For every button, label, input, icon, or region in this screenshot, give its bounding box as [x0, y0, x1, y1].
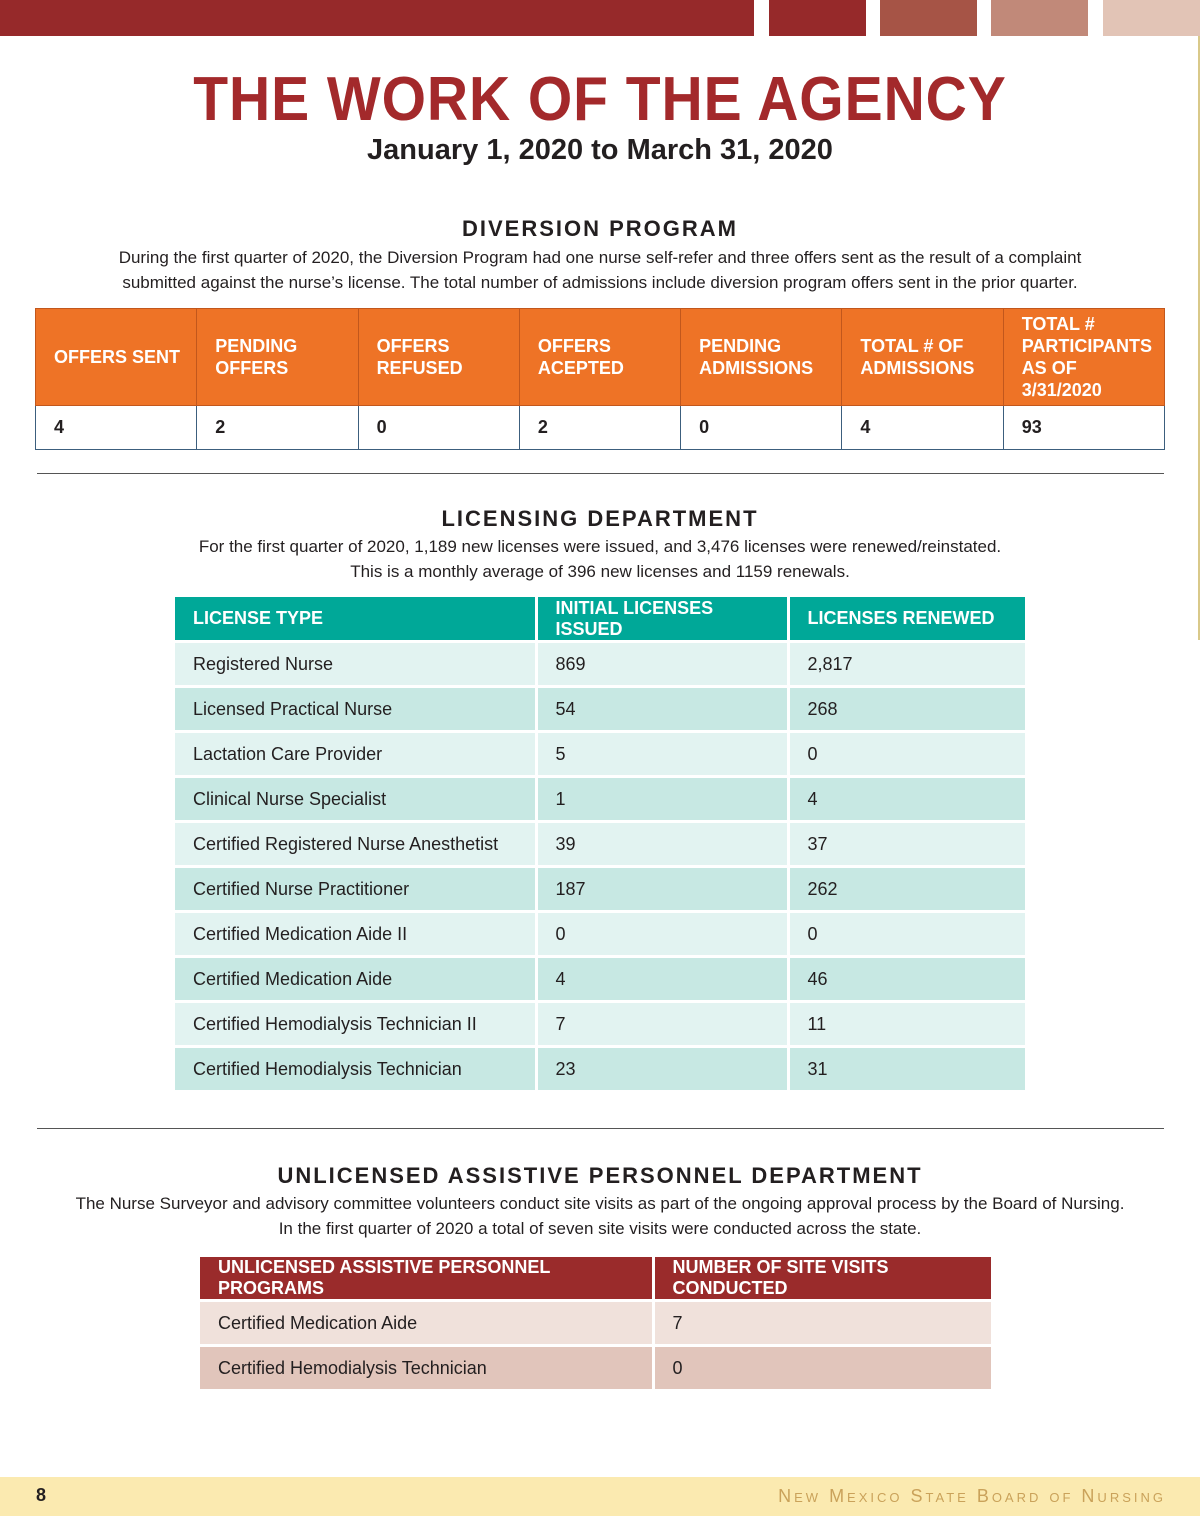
licensing-col-header: LICENSE TYPE [175, 597, 536, 642]
uap-header-row [200, 1257, 991, 1301]
diversion-col-header: OFFERS ACEPTED [519, 309, 680, 406]
licensing-header-row [175, 597, 1025, 642]
renewed-cell: 268 [788, 687, 1025, 732]
licensing-description-line: For the first quarter of 2020, 1,189 new licenses were issued, and 3,476 licenses were renewed/reinstated. [198, 537, 1002, 556]
section-divider [37, 1128, 1164, 1129]
uap-col-header: NUMBER OF SITE VISITS CONDUCTED [653, 1257, 991, 1301]
diversion-value-cell: 0 [681, 406, 842, 450]
uap-program-cell: Certified Medication Aide [200, 1301, 653, 1346]
renewed-cell: 262 [788, 867, 1025, 912]
uap-col-header: UNLICENSED ASSISTIVE PERSONNEL PROGRAMS [200, 1257, 653, 1301]
diversion-description-line: During the first quarter of 2020, the Diversion Program had one nurse self-refer and three offers sent as the result of a complaint [118, 248, 1082, 267]
uap-description [20, 1191, 1180, 1241]
diversion-value-cell: 4 [36, 406, 197, 450]
license-type-cell: Certified Medication Aide [175, 957, 536, 1002]
footer-organization: New Mexico State Board of Nursing [778, 1486, 1166, 1506]
diversion-heading: DIVERSION PROGRAM [461, 216, 739, 241]
diversion-col-header: TOTAL # PARTICIPANTS AS OF 3/31/2020 [1003, 309, 1164, 406]
uap-table [200, 1257, 991, 1389]
uap-description-line: In the first quarter of 2020 a total of seven site visits were conducted across the state. [278, 1219, 922, 1238]
diversion-value-cell: 0 [358, 406, 519, 450]
renewed-cell: 11 [788, 1002, 1025, 1047]
table-row [175, 732, 1025, 777]
table-row [175, 912, 1025, 957]
uap-visits-cell: 0 [653, 1346, 991, 1390]
table-row [175, 867, 1025, 912]
diversion-description [40, 245, 1160, 295]
renewed-cell: 37 [788, 822, 1025, 867]
table-row [175, 1047, 1025, 1091]
license-type-cell: Certified Hemodialysis Technician II [175, 1002, 536, 1047]
diversion-description-line: submitted against the nurse’s license. The total number of admissions include diversion program offers sent in the prior quarter. [122, 273, 1078, 292]
license-type-cell: Lactation Care Provider [175, 732, 536, 777]
license-type-cell: Clinical Nurse Specialist [175, 777, 536, 822]
license-type-cell: Certified Medication Aide II [175, 912, 536, 957]
initial-issued-cell: 187 [536, 867, 788, 912]
licensing-col-header: INITIAL LICENSES ISSUED [536, 597, 788, 642]
top-accent-block [991, 0, 1088, 36]
diversion-value-row [36, 406, 1165, 450]
licensing-description [40, 534, 1160, 584]
table-row [175, 687, 1025, 732]
date-range: January 1, 2020 to March 31, 2020 [367, 134, 833, 166]
diversion-header-row [36, 309, 1165, 406]
section-divider [37, 473, 1164, 474]
diversion-value-cell: 93 [1003, 406, 1164, 450]
renewed-cell: 4 [788, 777, 1025, 822]
license-type-cell: Registered Nurse [175, 642, 536, 687]
initial-issued-cell: 54 [536, 687, 788, 732]
table-row [175, 642, 1025, 687]
uap-program-cell: Certified Hemodialysis Technician [200, 1346, 653, 1390]
top-accent-block [769, 0, 866, 36]
diversion-col-header: PENDING ADMISSIONS [681, 309, 842, 406]
initial-issued-cell: 869 [536, 642, 788, 687]
diversion-value-cell: 2 [197, 406, 358, 450]
license-type-cell: Certified Nurse Practitioner [175, 867, 536, 912]
license-type-cell: Certified Hemodialysis Technician [175, 1047, 536, 1091]
licensing-description-line: This is a monthly average of 396 new licenses and 1159 renewals. [350, 562, 850, 581]
table-row [175, 957, 1025, 1002]
page-title: THE WORK OF THE AGENCY [193, 65, 1007, 134]
top-accent-block [1103, 0, 1200, 36]
table-row [175, 777, 1025, 822]
initial-issued-cell: 7 [536, 1002, 788, 1047]
renewed-cell: 0 [788, 912, 1025, 957]
licensing-table [175, 597, 1025, 1090]
diversion-col-header: TOTAL # OF ADMISSIONS [842, 309, 1003, 406]
licensing-heading: LICENSING DEPARTMENT [441, 506, 759, 531]
license-type-cell: Certified Registered Nurse Anesthetist [175, 822, 536, 867]
initial-issued-cell: 4 [536, 957, 788, 1002]
diversion-col-header: PENDING OFFERS [197, 309, 358, 406]
initial-issued-cell: 39 [536, 822, 788, 867]
diversion-value-cell: 2 [519, 406, 680, 450]
uap-heading: UNLICENSED ASSISTIVE PERSONNEL DEPARTMENT [277, 1163, 923, 1188]
renewed-cell: 0 [788, 732, 1025, 777]
page-number: 8 [36, 1485, 47, 1505]
top-accent-bar [0, 0, 754, 36]
renewed-cell: 2,817 [788, 642, 1025, 687]
diversion-table [35, 308, 1165, 450]
initial-issued-cell: 1 [536, 777, 788, 822]
top-accent-block [880, 0, 977, 36]
table-row [175, 1002, 1025, 1047]
renewed-cell: 31 [788, 1047, 1025, 1091]
initial-issued-cell: 0 [536, 912, 788, 957]
table-row [200, 1346, 991, 1390]
license-type-cell: Licensed Practical Nurse [175, 687, 536, 732]
diversion-col-header: OFFERS SENT [36, 309, 197, 406]
uap-visits-cell: 7 [653, 1301, 991, 1346]
diversion-col-header: OFFERS REFUSED [358, 309, 519, 406]
uap-description-line: The Nurse Surveyor and advisory committee volunteers conduct site visits as part of the ongoing approval process by the Board of Nursing. [75, 1194, 1125, 1213]
diversion-value-cell: 4 [842, 406, 1003, 450]
initial-issued-cell: 5 [536, 732, 788, 777]
table-row [175, 822, 1025, 867]
initial-issued-cell: 23 [536, 1047, 788, 1091]
renewed-cell: 46 [788, 957, 1025, 1002]
licensing-col-header: LICENSES RENEWED [788, 597, 1025, 642]
table-row [200, 1301, 991, 1346]
